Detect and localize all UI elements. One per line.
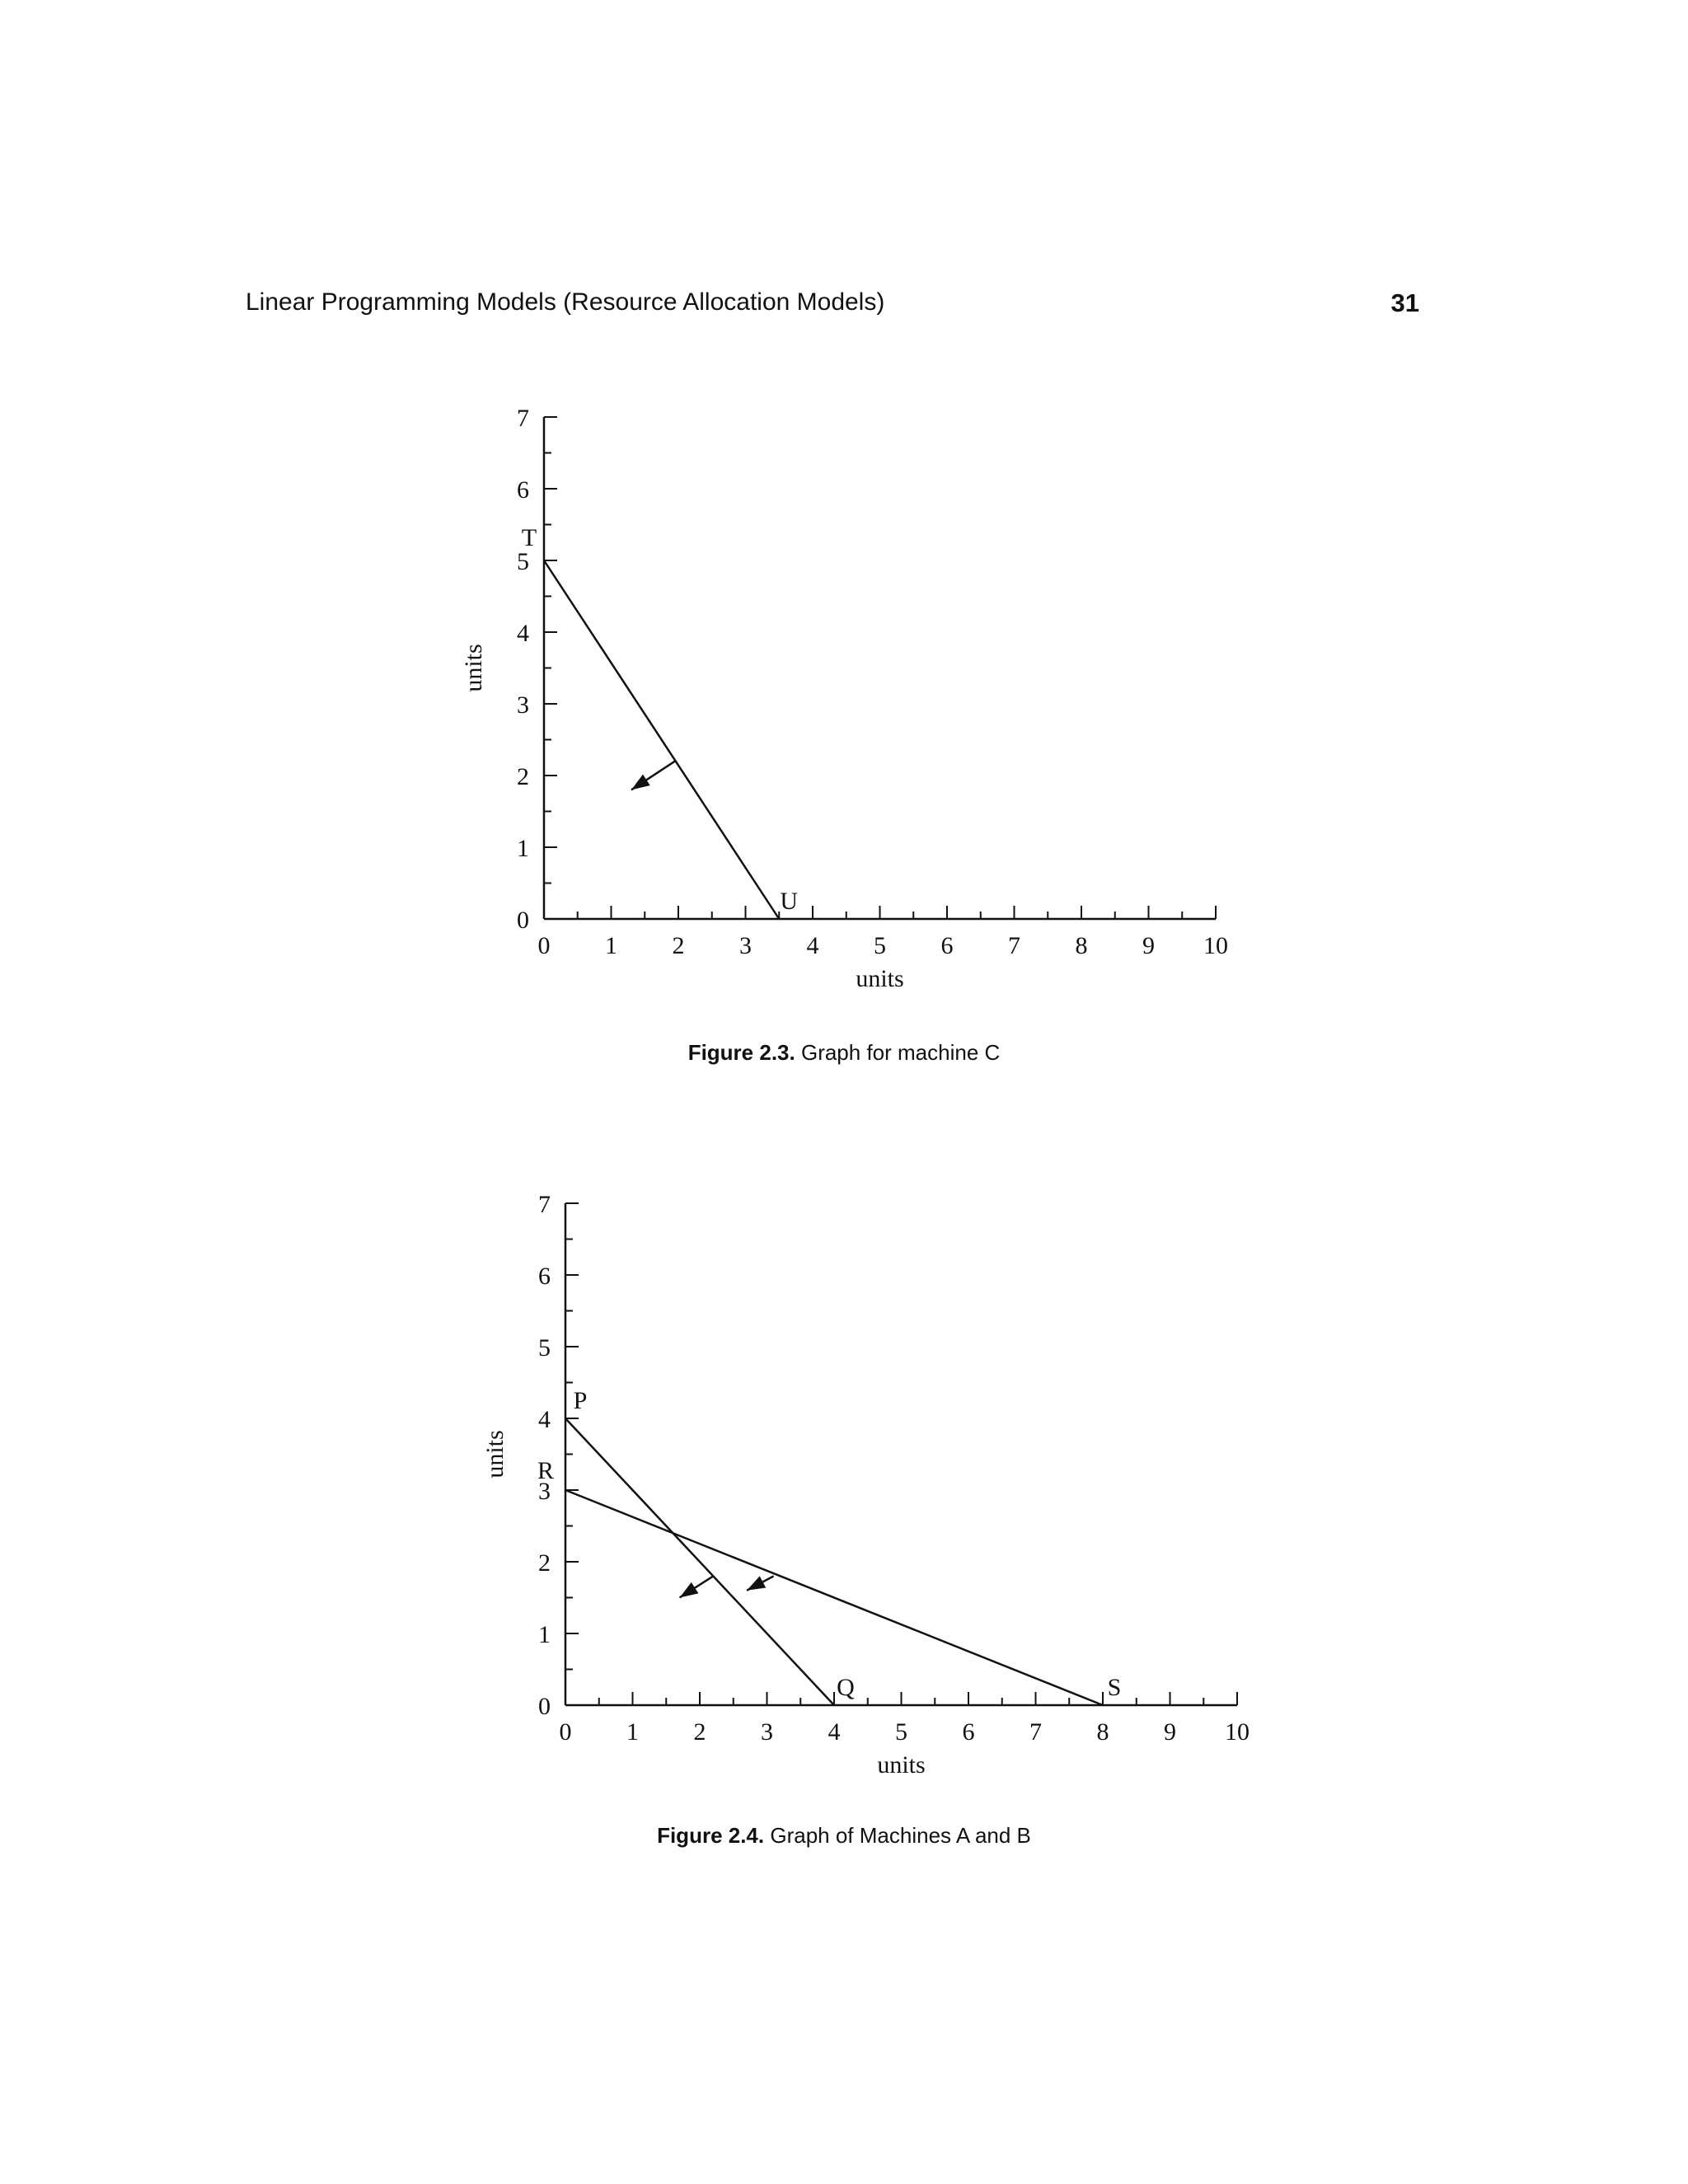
y-tick-label: 1 xyxy=(538,1621,551,1648)
y-tick-label: 3 xyxy=(517,691,529,719)
figure-machine-c-graph xyxy=(0,387,1688,1014)
y-tick-label: 0 xyxy=(517,907,529,934)
direction-arrow-head xyxy=(680,1582,699,1598)
point-label-q: Q xyxy=(837,1674,855,1701)
x-tick-label: 3 xyxy=(739,932,752,959)
x-tick-label: 6 xyxy=(940,932,954,959)
point-label-u: U xyxy=(780,888,799,915)
figure-2-3-caption xyxy=(0,1040,1688,1066)
point-label-s: S xyxy=(1107,1674,1122,1701)
y-tick-label: 4 xyxy=(517,620,529,647)
caption-number: Figure 2.4. xyxy=(657,1823,765,1848)
x-tick-label: 2 xyxy=(672,932,685,959)
x-axis-title: units xyxy=(877,1751,926,1779)
page-number: 31 xyxy=(1390,288,1419,317)
x-tick-label: 7 xyxy=(1008,932,1020,959)
point-label-r: R xyxy=(537,1457,555,1484)
constraint-line xyxy=(565,1418,834,1705)
x-tick-label: 5 xyxy=(874,932,886,959)
figure-2-4-caption xyxy=(0,1823,1688,1849)
y-tick-label: 3 xyxy=(538,1478,551,1505)
direction-arrow-head xyxy=(747,1576,766,1590)
caption-number: Figure 2.3. xyxy=(687,1040,795,1065)
x-axis-title: units xyxy=(856,965,904,992)
x-tick-label: 0 xyxy=(537,932,551,959)
point-label-p: P xyxy=(573,1387,588,1414)
x-tick-label: 10 xyxy=(1225,1718,1250,1746)
y-tick-label: 7 xyxy=(538,1191,551,1218)
x-tick-label: 1 xyxy=(605,932,617,959)
x-tick-label: 8 xyxy=(1075,932,1088,959)
y-tick-label: 7 xyxy=(517,405,529,432)
caption-text: Graph for machine C xyxy=(800,1040,1001,1065)
x-tick-label: 3 xyxy=(761,1718,773,1746)
y-axis-title: units xyxy=(460,644,487,692)
constraint-line xyxy=(565,1490,1103,1705)
caption-text: Graph of Machines A and B xyxy=(770,1823,1031,1848)
x-tick-label: 10 xyxy=(1203,932,1228,959)
x-tick-label: 7 xyxy=(1029,1718,1042,1746)
y-tick-label: 4 xyxy=(538,1406,551,1433)
x-tick-label: 6 xyxy=(962,1718,975,1746)
x-tick-label: 4 xyxy=(828,1718,841,1746)
y-tick-label: 1 xyxy=(517,835,529,862)
x-tick-label: 5 xyxy=(895,1718,907,1746)
x-tick-label: 9 xyxy=(1142,932,1155,959)
x-tick-label: 0 xyxy=(559,1718,572,1746)
page-header xyxy=(246,288,1419,325)
point-label-t: T xyxy=(521,524,537,551)
running-title: Linear Programming Models (Resource Allocation Models) xyxy=(246,288,885,316)
direction-arrow-head xyxy=(631,775,650,790)
y-tick-label: 5 xyxy=(538,1334,551,1361)
constraint-line xyxy=(544,560,779,919)
x-tick-label: 1 xyxy=(626,1718,639,1746)
y-tick-label: 6 xyxy=(517,476,529,504)
figure-machines-a-b-graph xyxy=(0,1170,1688,1805)
y-tick-label: 5 xyxy=(517,548,529,575)
y-axis-title: units xyxy=(481,1430,509,1479)
y-tick-label: 6 xyxy=(538,1263,551,1290)
y-tick-label: 0 xyxy=(538,1693,551,1720)
y-tick-label: 2 xyxy=(538,1549,551,1577)
x-tick-label: 8 xyxy=(1096,1718,1109,1746)
x-tick-label: 2 xyxy=(693,1718,706,1746)
y-tick-label: 2 xyxy=(517,763,529,790)
x-tick-label: 4 xyxy=(806,932,819,959)
x-tick-label: 9 xyxy=(1164,1718,1176,1746)
